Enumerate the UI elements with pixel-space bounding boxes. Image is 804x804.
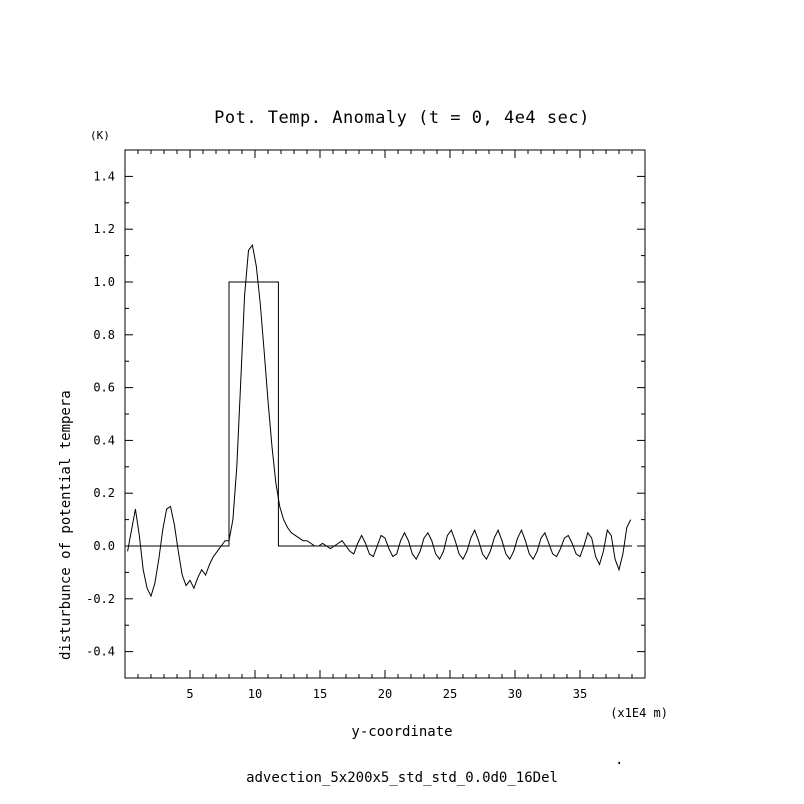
series-line <box>128 245 631 596</box>
svg-text:0.4: 0.4 <box>93 433 115 448</box>
chart-caption: advection_5x200x5_std_std_0.0d0_16Del <box>246 770 558 786</box>
data-series <box>128 245 632 596</box>
x-axis-label: y-coordinate <box>351 724 453 740</box>
axis-tick-labels <box>86 169 587 701</box>
svg-text:-0.4: -0.4 <box>86 644 115 659</box>
svg-text:25: 25 <box>442 687 458 701</box>
chart-title: Pot. Temp. Anomaly (t = 0, 4e4 sec) <box>214 108 590 128</box>
x-axis-unit-label: (x1E4 m) <box>610 706 668 720</box>
axes-frame <box>125 150 645 678</box>
svg-text:30: 30 <box>507 687 523 701</box>
svg-text:5: 5 <box>186 687 194 701</box>
svg-text:35: 35 <box>572 687 588 701</box>
svg-text:0.6: 0.6 <box>93 380 115 395</box>
svg-text:1.0: 1.0 <box>93 275 115 289</box>
svg-text:15: 15 <box>312 687 328 701</box>
y-axis-unit-label: (K) <box>90 129 110 142</box>
svg-text:1.2: 1.2 <box>93 222 115 237</box>
y-axis-label: disturbunce of potential tempera <box>58 390 74 660</box>
svg-text:1.4: 1.4 <box>93 169 115 184</box>
svg-text:10: 10 <box>247 687 263 701</box>
svg-text:0.8: 0.8 <box>93 327 115 342</box>
svg-text:0.2: 0.2 <box>93 486 115 501</box>
svg-text:0.0: 0.0 <box>93 539 115 553</box>
series-step <box>128 282 632 546</box>
axis-ticks <box>125 150 645 678</box>
svg-text:20: 20 <box>377 687 393 701</box>
stray-mark: . <box>615 752 624 768</box>
svg-text:-0.2: -0.2 <box>86 591 115 606</box>
